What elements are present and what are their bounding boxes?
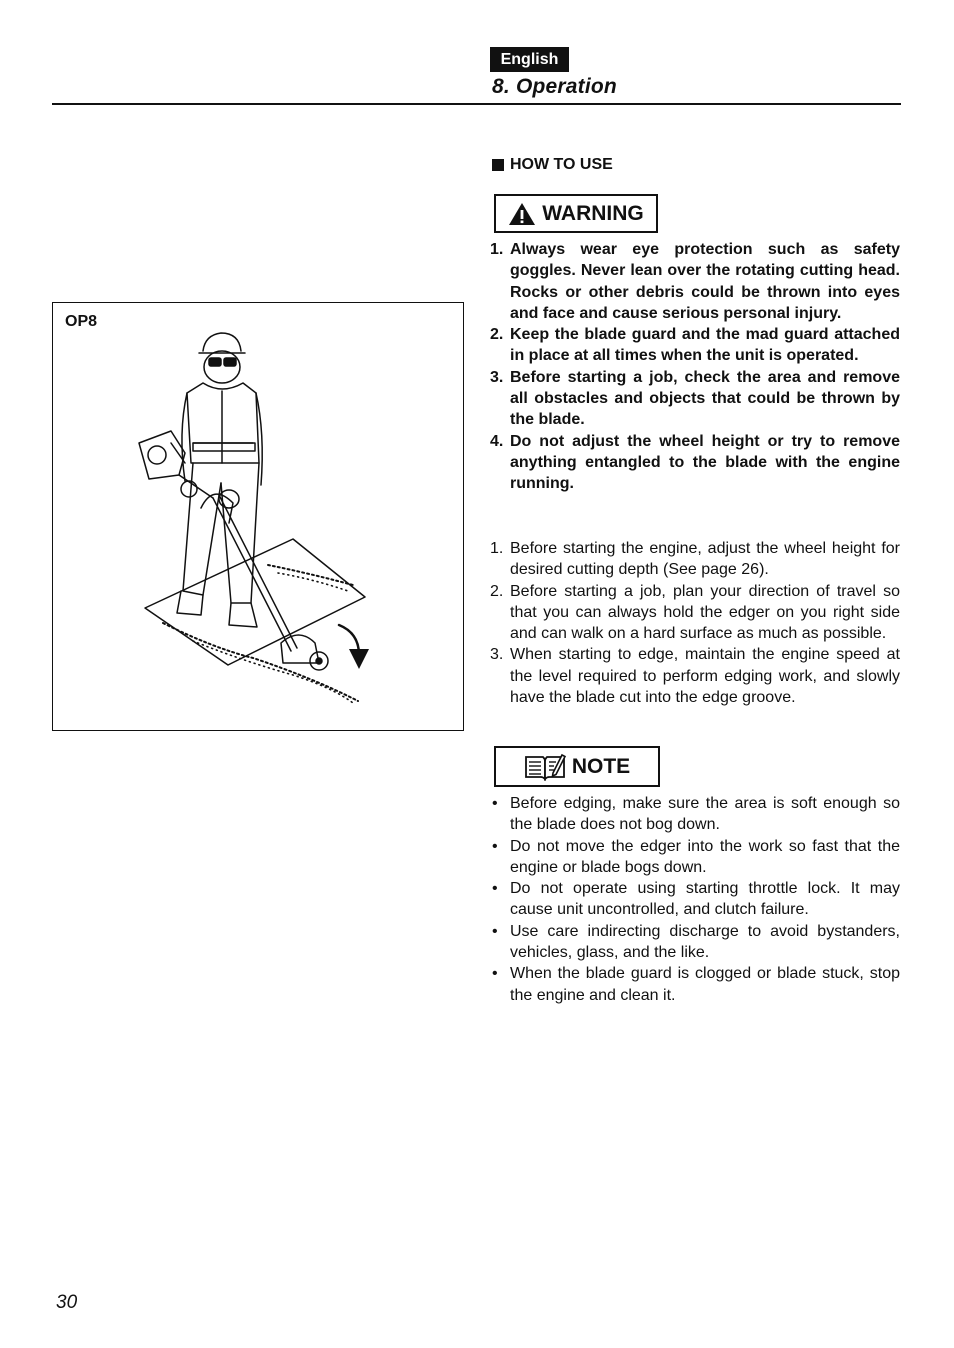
note-item: [490, 963, 900, 1006]
item-text: Do not adjust the wheel height or try to remove anything entangled to the blade with the engine running.: [510, 432, 900, 493]
bullet: •: [492, 795, 498, 812]
warning-item: [490, 324, 900, 367]
step-item: [490, 581, 900, 645]
bullet: •: [492, 922, 498, 940]
section-title: 8. Operation: [492, 75, 617, 98]
bullet: •: [492, 880, 498, 898]
item-number: 1.: [490, 241, 504, 258]
note-item: [490, 878, 900, 921]
note-badge: [494, 746, 660, 787]
figure-label: OP8: [65, 313, 98, 330]
square-bullet-icon: [492, 159, 504, 171]
page-number: 30: [56, 1292, 78, 1313]
note-item: [490, 921, 900, 964]
how-to-use-heading: [492, 156, 613, 174]
warning-label: WARNING: [542, 201, 644, 225]
item-text: When starting to edge, maintain the engine speed at the level required to perform edging work, and slowly have the blade cut into the edge groove.: [510, 646, 900, 707]
item-text: Before starting a job, check the area and remove all obstacles and objects that could be thrown by the blade.: [510, 368, 900, 429]
item-number: 2.: [490, 326, 504, 344]
step-item: [490, 644, 900, 708]
note-item: [490, 793, 900, 836]
warning-item: [490, 367, 900, 431]
warning-item: [490, 239, 900, 324]
item-text: Use care indirecting discharge to avoid bystanders, vehicles, glass, and the like.: [510, 922, 900, 962]
language-badge: English: [490, 47, 569, 72]
item-text: When the blade guard is clogged or blade stuck, stop the engine and clean it.: [510, 965, 900, 1004]
item-text: Do not move the edger into the work so fast that the engine or blade bogs down.: [510, 837, 900, 876]
bullet: •: [492, 965, 498, 983]
warning-triangle-icon: [508, 202, 536, 226]
item-number: 3.: [490, 646, 504, 664]
step-item: [490, 538, 900, 581]
figure-op8: [52, 302, 464, 731]
warning-badge: [494, 194, 658, 233]
item-text: Before starting the engine, adjust the wheel height for desired cutting depth (See page 26).: [510, 540, 900, 579]
warning-list: [490, 239, 900, 495]
warning-item: [490, 431, 900, 495]
item-text: Keep the blade guard and the mad guard attached in place at all times when the unit is operated.: [510, 326, 900, 365]
note-item: [490, 836, 900, 879]
header-rule: [52, 103, 901, 105]
item-text: Do not operate using starting throttle lock. It may cause unit uncontrolled, and clutch failure.: [510, 880, 900, 919]
note-label: NOTE: [571, 754, 631, 778]
item-text: Always wear eye protection such as safety goggles. Never lean over the rotating cutting head. Rocks or other debris could be thrown into eyes and face and cause serious personal injury.: [510, 241, 900, 322]
operator-with-edger-illustration: [53, 303, 463, 730]
steps-list: [490, 538, 900, 708]
item-number: 4.: [490, 432, 504, 450]
item-text: Before edging, make sure the area is soft enough so the blade does not bog down.: [510, 795, 900, 834]
note-list: [490, 793, 900, 1006]
item-number: 3.: [490, 368, 504, 386]
bullet: •: [492, 837, 498, 855]
item-number: 2.: [490, 582, 504, 600]
book-pencil-icon: [524, 753, 566, 781]
item-text: Before starting a job, plan your direction of travel so that you can always hold the edger on you right side and can walk on a hard surface as much as possible.: [510, 582, 900, 643]
item-number: 1.: [490, 540, 504, 557]
how-to-use-text: HOW TO USE: [510, 156, 613, 173]
